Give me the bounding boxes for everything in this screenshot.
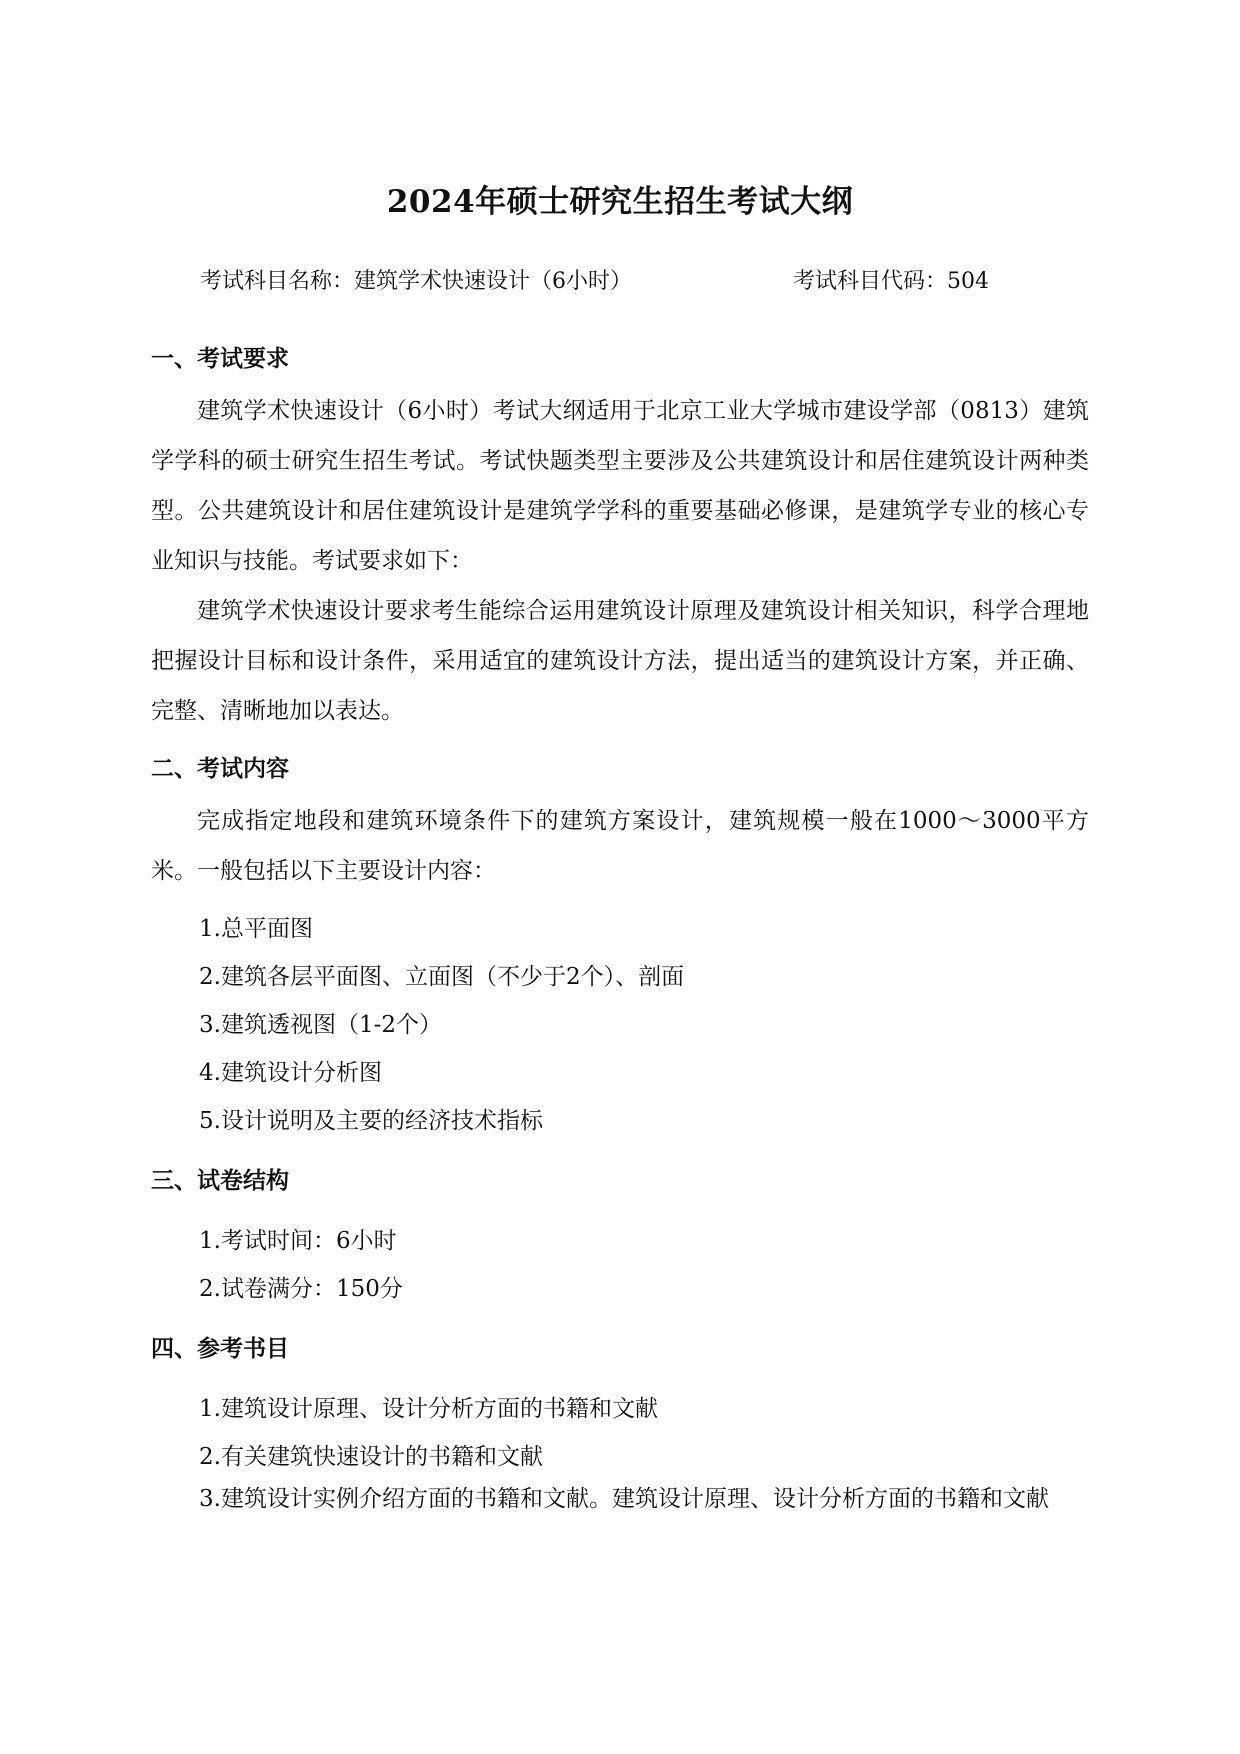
section-heading-structure: 三、试卷结构 [151, 1167, 289, 1194]
content-item-5: 5.设计说明及主要的经济技术指标 [199, 1108, 543, 1134]
content-item-1: 1.总平面图 [199, 916, 313, 942]
subject-code: 考试科目代码：504 [793, 269, 989, 294]
content-paragraph: 完成指定地段和建筑环境条件下的建筑方案设计，建筑规模一般在1000～3000平方米。一般包括以下主要设计内容： [151, 808, 1089, 884]
structure-item-1: 1.考试时间：6小时 [199, 1228, 397, 1254]
section-heading-requirements: 一、考试要求 [151, 345, 289, 372]
reference-item-3: 3.建筑设计实例介绍方面的书籍和文献。建筑设计原理、设计分析方面的书籍和文献 [199, 1486, 1049, 1512]
requirements-paragraph-1: 建筑学术快速设计（6小时）考试大纲适用于北京工业大学城市建设学部（0813）建筑学学科的硕士研究生招生考试。考试快题类型主要涉及公共建筑设计和居住建筑设计两种类型。公共建筑设计和居住建筑设计是建筑学学科的重要基础必修课，是建筑学专业的核心专业知识与技能。考试要求如下： [151, 398, 1089, 574]
content-item-3: 3.建筑透视图（1-2个） [199, 1012, 442, 1038]
document-title: 2024年硕士研究生招生考试大纲 [386, 184, 854, 220]
subject-name: 考试科目名称：建筑学术快速设计（6小时） [200, 269, 632, 294]
reference-item-2: 2.有关建筑快速设计的书籍和文献 [199, 1444, 543, 1470]
requirements-paragraph-2: 建筑学术快速设计要求考生能综合运用建筑设计原理及建筑设计相关知识，科学合理地把握设计目标和设计条件，采用适宜的建筑设计方法，提出适当的建筑设计方案，并正确、完整、清晰地加以表达。 [151, 598, 1089, 724]
reference-item-1: 1.建筑设计原理、设计分析方面的书籍和文献 [199, 1396, 658, 1422]
section-heading-content: 二、考试内容 [151, 755, 289, 782]
content-item-2: 2.建筑各层平面图、立面图（不少于2个）、剖面 [199, 964, 685, 990]
structure-item-2: 2.试卷满分：150分 [199, 1276, 403, 1302]
section-heading-references: 四、参考书目 [151, 1335, 289, 1362]
content-item-4: 4.建筑设计分析图 [199, 1060, 382, 1086]
